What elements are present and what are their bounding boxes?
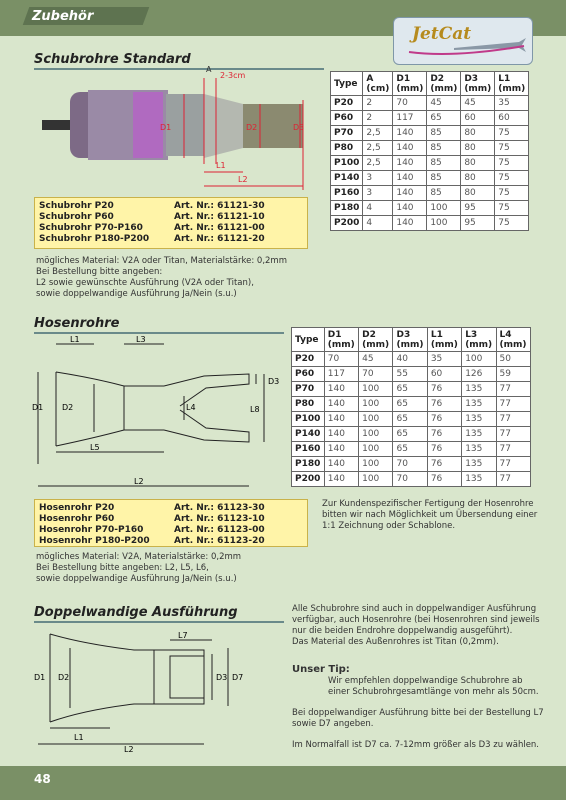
- table-cell: P140: [331, 171, 363, 186]
- table-cell: P70: [331, 126, 363, 141]
- table-cell: 100: [359, 442, 393, 457]
- article-name: Schubrohr P60: [39, 212, 114, 222]
- article-number: Art. Nr.: 61123-10: [174, 514, 265, 524]
- article-name: Hosenrohr P180-P200: [39, 536, 150, 546]
- table-cell: P20: [292, 352, 325, 367]
- table-row: [331, 111, 529, 126]
- article-name: Schubrohr P180-P200: [39, 234, 150, 244]
- schubrohr-table: [330, 71, 529, 231]
- table-header-cell: D1 (mm): [393, 72, 427, 96]
- table-row: [331, 216, 529, 231]
- table-cell: P100: [292, 412, 325, 427]
- table-cell: 2,5: [363, 126, 393, 141]
- logo-text: JetCat: [412, 24, 472, 44]
- table-cell: P80: [292, 397, 325, 412]
- table-cell: 76: [427, 457, 461, 472]
- label-d1: D1: [160, 123, 172, 132]
- text-line: Bei Bestellung bitte angeben: L2, L5, L6,: [36, 563, 209, 573]
- table-cell: 75: [495, 216, 529, 231]
- article-row: [39, 536, 303, 547]
- table-cell: 75: [495, 186, 529, 201]
- table-row: [331, 96, 529, 111]
- table-cell: 100: [359, 397, 393, 412]
- table-cell: 85: [427, 186, 461, 201]
- label-l7: L7: [178, 631, 188, 640]
- table-cell: 140: [324, 427, 358, 442]
- table-header-cell: D3 (mm): [393, 328, 427, 352]
- table-cell: 100: [462, 352, 496, 367]
- text-line: Zur Kundenspezifischer Fertigung der Hosenrohre: [322, 499, 534, 509]
- table-cell: 65: [427, 111, 461, 126]
- article-row: [39, 525, 303, 536]
- table-cell: P180: [331, 201, 363, 216]
- table-cell: 45: [359, 352, 393, 367]
- text-line: sowie doppelwandige Ausführung Ja/Nein (s.u.): [36, 289, 237, 299]
- table-cell: 76: [427, 472, 461, 487]
- table-cell: 140: [393, 216, 427, 231]
- label-l3: L3: [136, 335, 146, 344]
- section-title-schubrohre: Schubrohre Standard: [34, 52, 191, 67]
- table-row: [292, 427, 531, 442]
- text-line: einer Schubrohrgesamtlänge von mehr als 50cm.: [328, 687, 539, 697]
- table-cell: 135: [462, 382, 496, 397]
- table-row: [292, 472, 531, 487]
- article-name: Hosenrohr P60: [39, 514, 115, 524]
- table-cell: 140: [393, 126, 427, 141]
- text-line: Alle Schubrohre sind auch in doppelwandiger Ausführung: [292, 604, 537, 614]
- table-cell: 100: [359, 382, 393, 397]
- table-cell: 135: [462, 472, 496, 487]
- table-cell: 135: [462, 442, 496, 457]
- table-cell: 140: [324, 442, 358, 457]
- table-cell: 85: [427, 126, 461, 141]
- text-line: Im Normalfall ist D7 ca. 7-12mm größer als D3 zu wählen.: [292, 740, 540, 750]
- table-cell: P140: [292, 427, 325, 442]
- table-row: [331, 156, 529, 171]
- table-cell: 65: [393, 427, 427, 442]
- tip-title: Unser Tip:: [292, 664, 350, 675]
- table-cell: 77: [496, 442, 530, 457]
- table-cell: 2,5: [363, 156, 393, 171]
- hosenrohr-side-note: [322, 499, 537, 532]
- label-l1: L1: [216, 161, 226, 170]
- article-name: Hosenrohr P20: [39, 503, 115, 513]
- hosenrohr-table: [291, 327, 531, 487]
- table-cell: P60: [331, 111, 363, 126]
- table-cell: 35: [427, 352, 461, 367]
- table-cell: P180: [292, 457, 325, 472]
- table-cell: 60: [495, 111, 529, 126]
- table-header-cell: A (cm): [363, 72, 393, 96]
- table-cell: 77: [496, 427, 530, 442]
- label-l1: L1: [74, 733, 84, 742]
- table-cell: 75: [495, 156, 529, 171]
- hosenrohr-note: [36, 552, 241, 585]
- table-cell: 76: [427, 412, 461, 427]
- table-cell: 100: [359, 472, 393, 487]
- table-cell: 4: [363, 216, 393, 231]
- text-line: Bei doppelwandiger Ausführung bitte bei der Bestellung L7: [292, 708, 544, 718]
- table-cell: 65: [393, 382, 427, 397]
- text-line: mögliches Material: V2A, Materialstärke: 0,2mm: [36, 552, 242, 562]
- article-row: [39, 234, 303, 245]
- table-cell: 95: [461, 201, 495, 216]
- table-cell: 4: [363, 201, 393, 216]
- table-cell: P60: [292, 367, 325, 382]
- article-number: Art. Nr.: 61123-20: [174, 536, 265, 546]
- table-cell: 140: [393, 186, 427, 201]
- label-d3: D3: [293, 123, 305, 132]
- section-title-doppelwandig: Doppelwandige Ausführung: [34, 605, 238, 620]
- table-cell: 65: [393, 412, 427, 427]
- schubrohr-diagram: [38, 64, 328, 194]
- table-cell: 135: [462, 412, 496, 427]
- table-header-cell: D3 (mm): [461, 72, 495, 96]
- table-header-cell: D2 (mm): [359, 328, 393, 352]
- article-number: Art. Nr.: 61121-30: [174, 201, 265, 211]
- table-cell: 65: [393, 397, 427, 412]
- table-cell: 77: [496, 397, 530, 412]
- label-d2: D2: [246, 123, 258, 132]
- text-line: nur die beiden Endrohre doppelwandig ausgeführt).: [292, 626, 513, 636]
- label-d2: D2: [58, 673, 70, 682]
- table-cell: 70: [393, 96, 427, 111]
- text-line: Bei Bestellung bitte angeben:: [36, 267, 163, 277]
- article-name: Schubrohr P20: [39, 201, 114, 211]
- label-d7: D7: [232, 673, 244, 682]
- table-cell: 135: [462, 427, 496, 442]
- article-number: Art. Nr.: 61121-00: [174, 223, 265, 233]
- table-row: [292, 367, 531, 382]
- table-cell: 140: [324, 412, 358, 427]
- schubrohr-note: [36, 256, 287, 300]
- table-header-cell: Type: [292, 328, 325, 352]
- table-cell: 60: [427, 367, 461, 382]
- header-title: Zubehör: [32, 9, 94, 24]
- table-header-row: [292, 328, 531, 352]
- table-cell: 55: [393, 367, 427, 382]
- table-cell: 100: [359, 427, 393, 442]
- table-cell: 117: [393, 111, 427, 126]
- hosenrohr-diagram: [34, 334, 284, 494]
- table-cell: 3: [363, 171, 393, 186]
- article-row: [39, 514, 303, 525]
- table-row: [292, 412, 531, 427]
- article-name: Hosenrohr P70-P160: [39, 525, 144, 535]
- table-cell: 76: [427, 427, 461, 442]
- table-cell: 140: [324, 397, 358, 412]
- table-cell: 100: [359, 457, 393, 472]
- table-row: [292, 352, 531, 367]
- article-name: Schubrohr P70-P160: [39, 223, 143, 233]
- text-line: sowie doppelwandige Ausführung Ja/Nein (s.u.): [36, 574, 237, 584]
- table-cell: 100: [427, 201, 461, 216]
- table-cell: 75: [495, 201, 529, 216]
- text-line: verfügbar, auch Hosenrohre (bei Hosenrohren sind jeweils: [292, 615, 540, 625]
- table-cell: 50: [496, 352, 530, 367]
- label-d1: D1: [32, 403, 44, 412]
- label-l2: L2: [134, 477, 144, 486]
- table-cell: 77: [496, 382, 530, 397]
- table-cell: 80: [461, 141, 495, 156]
- label-d3: D3: [216, 673, 228, 682]
- label-l5: L5: [90, 443, 100, 452]
- label-l2: L2: [238, 175, 248, 184]
- table-cell: 76: [427, 442, 461, 457]
- label-d1: D1: [34, 673, 46, 682]
- table-cell: 85: [427, 171, 461, 186]
- table-cell: 80: [461, 186, 495, 201]
- article-number: Art. Nr.: 61121-20: [174, 234, 265, 244]
- article-row: [39, 212, 303, 223]
- label-d2: D2: [62, 403, 74, 412]
- table-cell: 140: [393, 141, 427, 156]
- table-row: [331, 186, 529, 201]
- table-cell: 70: [393, 457, 427, 472]
- table-cell: 75: [495, 171, 529, 186]
- label-l2: L2: [124, 745, 134, 754]
- table-cell: 77: [496, 472, 530, 487]
- table-row: [331, 171, 529, 186]
- table-cell: 60: [461, 111, 495, 126]
- table-cell: 59: [496, 367, 530, 382]
- table-cell: 126: [462, 367, 496, 382]
- article-number: Art. Nr.: 61123-30: [174, 503, 265, 513]
- table-cell: 140: [393, 171, 427, 186]
- table-cell: 3: [363, 186, 393, 201]
- table-cell: P100: [331, 156, 363, 171]
- table-cell: 85: [427, 141, 461, 156]
- table-cell: 45: [427, 96, 461, 111]
- article-number: Art. Nr.: 61123-00: [174, 525, 265, 535]
- divider: [34, 621, 284, 623]
- table-cell: 35: [495, 96, 529, 111]
- table-cell: P80: [331, 141, 363, 156]
- table-header-cell: L1 (mm): [495, 72, 529, 96]
- table-cell: 75: [495, 141, 529, 156]
- table-cell: 140: [393, 156, 427, 171]
- brand-logo: [393, 17, 533, 65]
- doppelwandig-text-3: [292, 740, 539, 751]
- table-header-row: [331, 72, 529, 96]
- table-cell: 2: [363, 111, 393, 126]
- table-cell: 2: [363, 96, 393, 111]
- table-cell: 135: [462, 457, 496, 472]
- table-cell: 65: [393, 442, 427, 457]
- doppelwandig-text-1: [292, 604, 540, 648]
- table-cell: P70: [292, 382, 325, 397]
- table-row: [292, 397, 531, 412]
- footer-bar: [0, 766, 566, 800]
- article-row: [39, 201, 303, 212]
- text-line: mögliches Material: V2A oder Titan, Materialstärke: 0,2mm: [36, 256, 287, 266]
- table-cell: 70: [393, 472, 427, 487]
- schubrohr-articles: [34, 197, 308, 249]
- table-cell: 135: [462, 397, 496, 412]
- table-cell: 85: [427, 156, 461, 171]
- table-cell: 75: [495, 126, 529, 141]
- text-line: Wir empfehlen doppelwandige Schubrohre ab: [328, 676, 523, 686]
- text-line: L2 sowie gewünschte Ausführung (V2A oder Titan),: [36, 278, 254, 288]
- table-cell: 76: [427, 382, 461, 397]
- table-cell: P200: [331, 216, 363, 231]
- table-cell: P160: [331, 186, 363, 201]
- table-cell: P200: [292, 472, 325, 487]
- table-cell: P20: [331, 96, 363, 111]
- table-row: [292, 457, 531, 472]
- label-l8: L8: [250, 405, 260, 414]
- table-row: [292, 382, 531, 397]
- article-number: Art. Nr.: 61121-10: [174, 212, 265, 222]
- tip-text: [328, 676, 539, 698]
- table-cell: 140: [324, 382, 358, 397]
- text-line: bitten wir nach Möglichkeit um Übersendung einer: [322, 510, 538, 520]
- table-header-cell: D2 (mm): [427, 72, 461, 96]
- table-cell: 80: [461, 156, 495, 171]
- table-cell: 140: [393, 201, 427, 216]
- table-cell: 45: [461, 96, 495, 111]
- table-row: [331, 126, 529, 141]
- label-a: A: [206, 65, 212, 74]
- table-cell: 40: [393, 352, 427, 367]
- article-row: [39, 223, 303, 234]
- table-cell: 77: [496, 457, 530, 472]
- jet-icon: [394, 18, 534, 66]
- page-number: 48: [34, 772, 51, 786]
- doppelwandig-diagram: [34, 626, 284, 756]
- table-header-cell: D1 (mm): [324, 328, 358, 352]
- text-line: Das Material des Außenrohres ist Titan (0,2mm).: [292, 637, 499, 647]
- table-cell: 117: [324, 367, 358, 382]
- table-cell: 80: [461, 171, 495, 186]
- text-line: sowie D7 angeben.: [292, 719, 374, 729]
- label-range: 2-3cm: [220, 71, 246, 80]
- table-header-cell: Type: [331, 72, 363, 96]
- label-d3: D3: [268, 377, 280, 386]
- table-row: [331, 141, 529, 156]
- table-cell: 76: [427, 397, 461, 412]
- table-cell: 95: [461, 216, 495, 231]
- table-cell: 2,5: [363, 141, 393, 156]
- table-cell: 100: [359, 412, 393, 427]
- table-cell: 77: [496, 412, 530, 427]
- table-cell: 80: [461, 126, 495, 141]
- table-cell: P160: [292, 442, 325, 457]
- table-cell: 140: [324, 472, 358, 487]
- table-header-cell: L1 (mm): [427, 328, 461, 352]
- hosenrohr-articles: [34, 499, 308, 547]
- table-header-cell: L3 (mm): [462, 328, 496, 352]
- label-l4: L4: [186, 403, 196, 412]
- article-row: [39, 503, 303, 514]
- label-l1: L1: [70, 335, 80, 344]
- section-title-hosenrohre: Hosenrohre: [34, 316, 120, 331]
- text-line: 1:1 Zeichnung oder Schablone.: [322, 521, 456, 531]
- table-row: [292, 442, 531, 457]
- table-row: [331, 201, 529, 216]
- table-cell: 140: [324, 457, 358, 472]
- table-cell: 100: [427, 216, 461, 231]
- table-cell: 70: [359, 367, 393, 382]
- doppelwandig-text-2: [292, 708, 544, 730]
- table-header-cell: L4 (mm): [496, 328, 530, 352]
- table-cell: 70: [324, 352, 358, 367]
